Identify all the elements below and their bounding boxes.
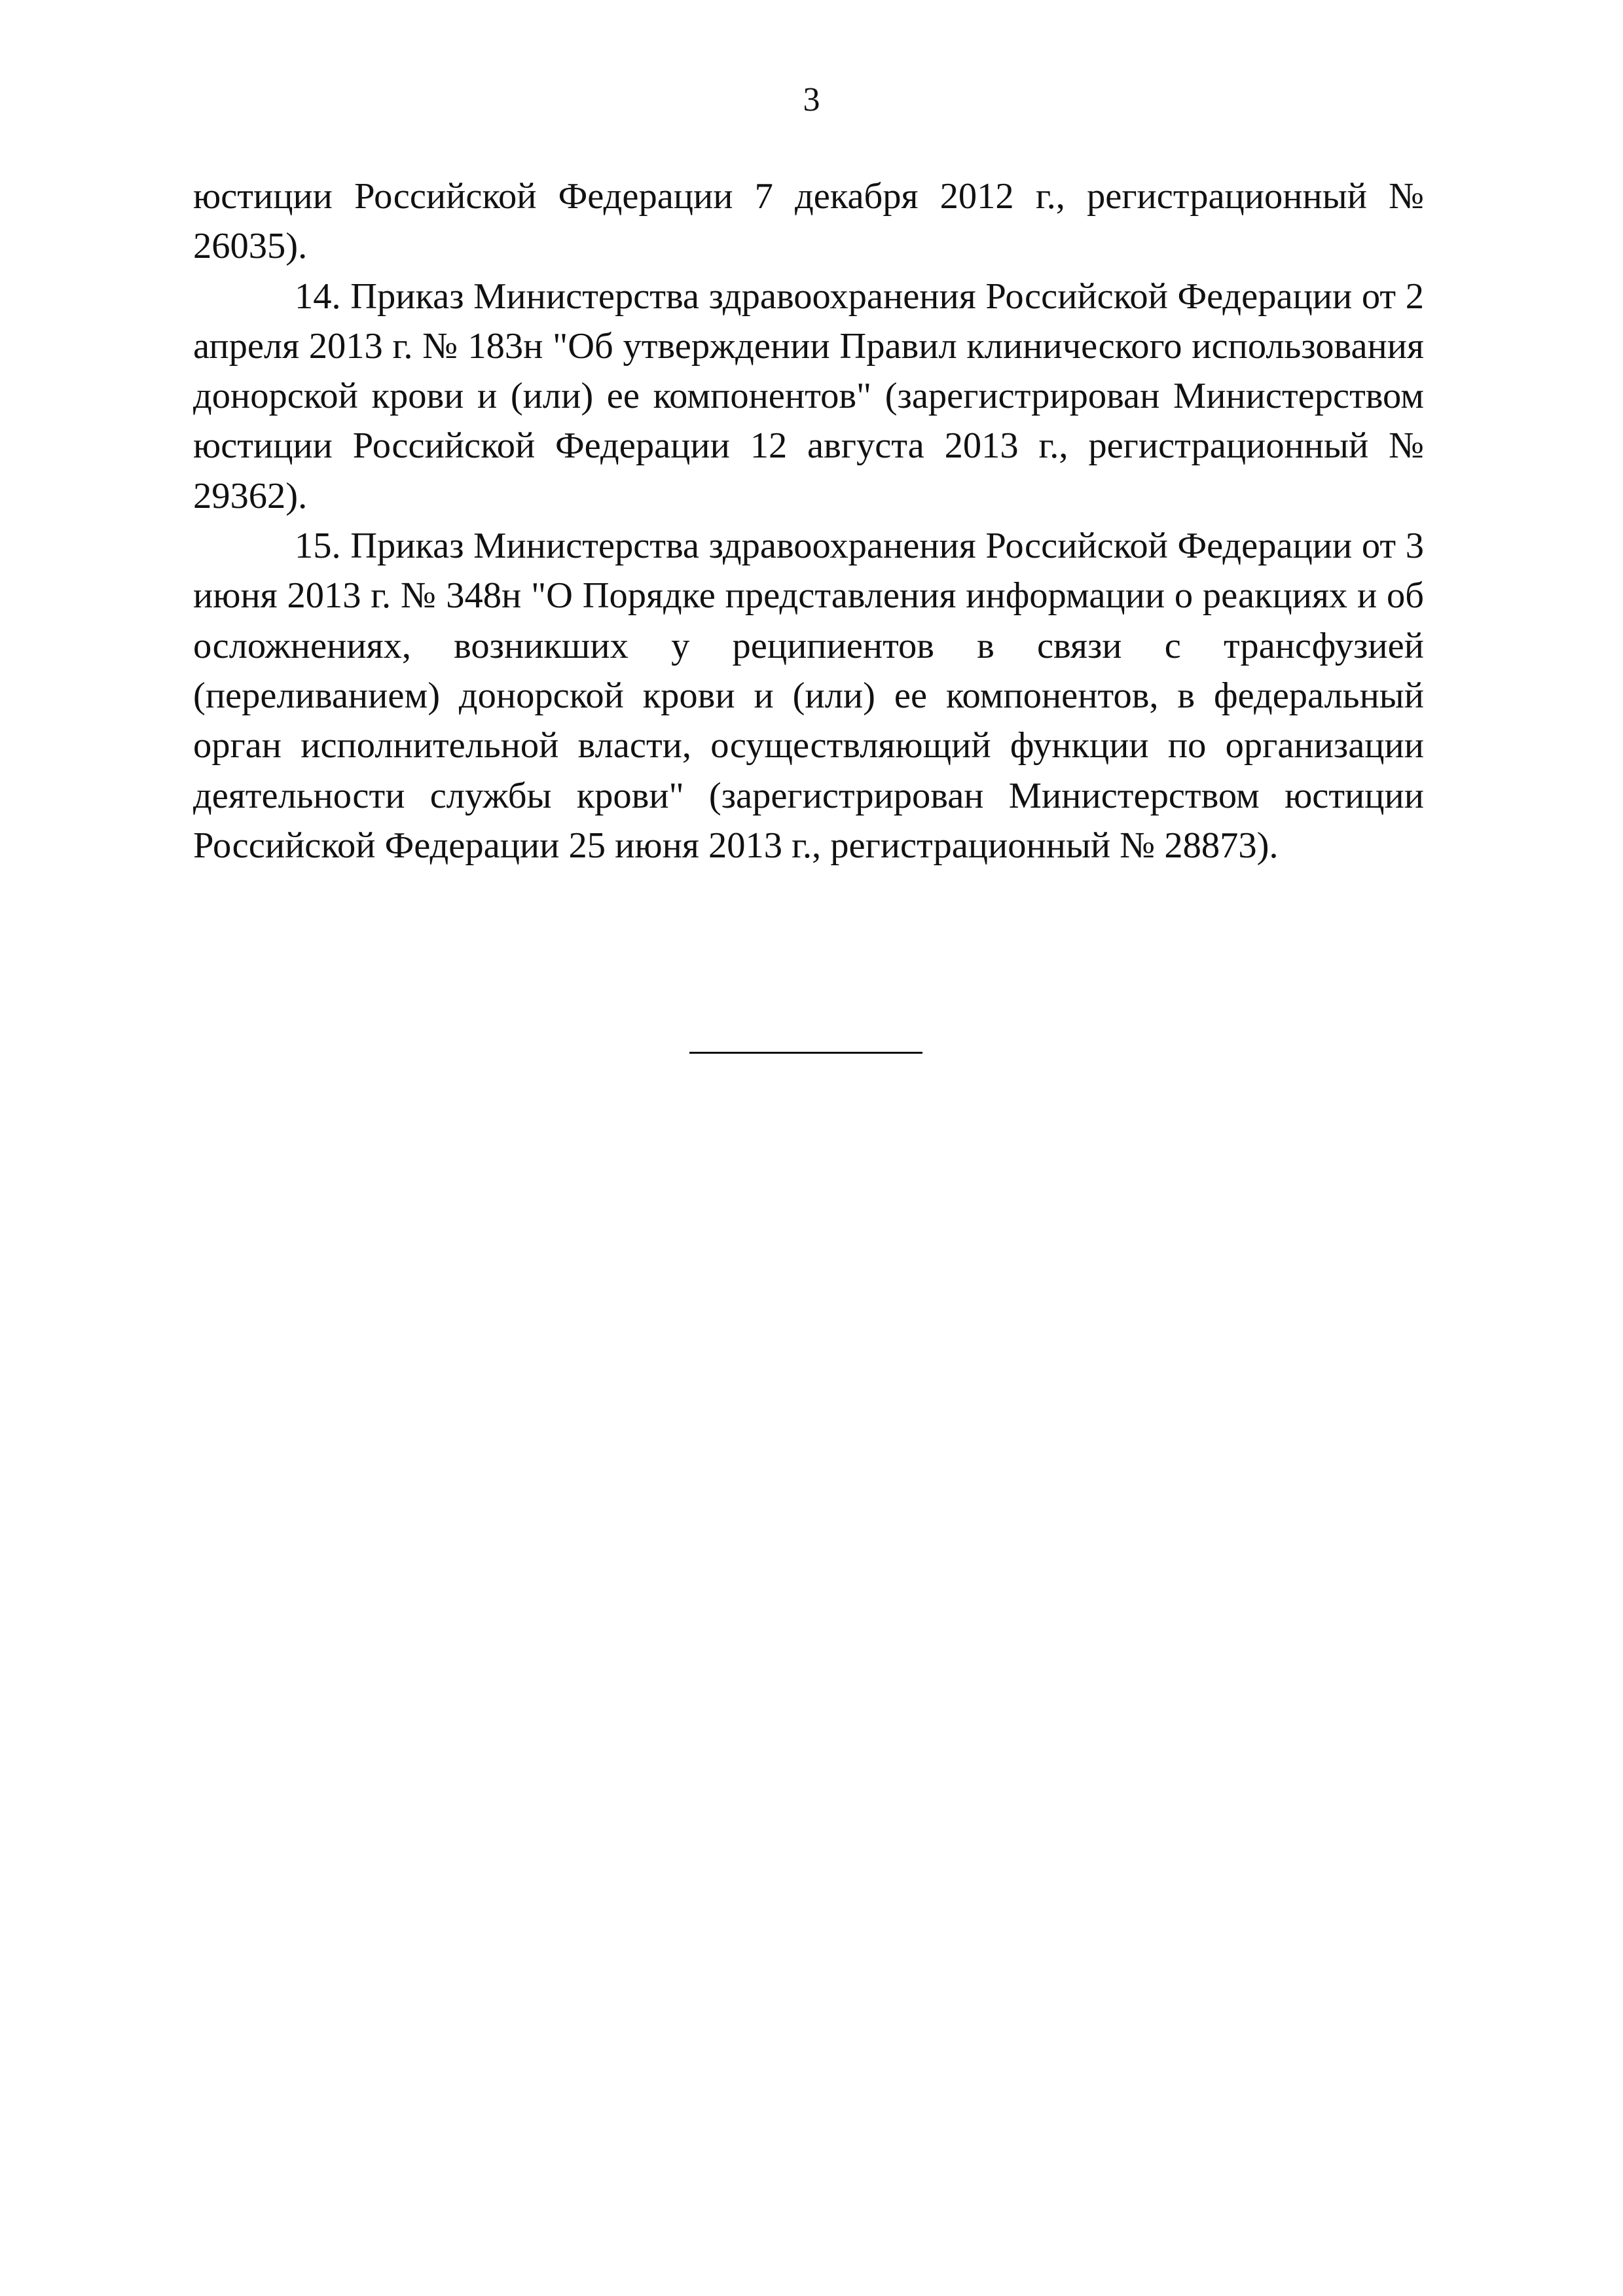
document-body (193, 171, 1424, 870)
paragraph-item-14: 14. Приказ Министерства здравоохранения Российской Федерации от 2 апреля 2013 г. № 183н "Об утверждении Правил клинического использования донорской крови и (или) ее компонентов" (зарегистрирован Министерством юстиции Российской Федерации 12 августа 2013 г., регистрационный № 29362). (193, 276, 1424, 516)
paragraph-item-15: 15. Приказ Министерства здравоохранения Российской Федерации от 3 июня 2013 г. № 348н "О Порядке представления информации о реакциях и об осложнениях, возникших у реципиентов в связи с трансфузией (переливанием) донорской крови и (или) ее компонентов, в федеральный орган исполнительной власти, осуществляющий функции по организации деятельности службы крови" (зарегистрирован Министерством юстиции Российской Федерации 25 июня 2013 г., регистрационный № 28873). (193, 526, 1424, 866)
end-separator-line (689, 1052, 922, 1054)
page-number: 3 (803, 81, 820, 118)
paragraph-continuation: юстиции Российской Федерации 7 декабря 2012 г., регистрационный № 26035). (193, 176, 1424, 267)
